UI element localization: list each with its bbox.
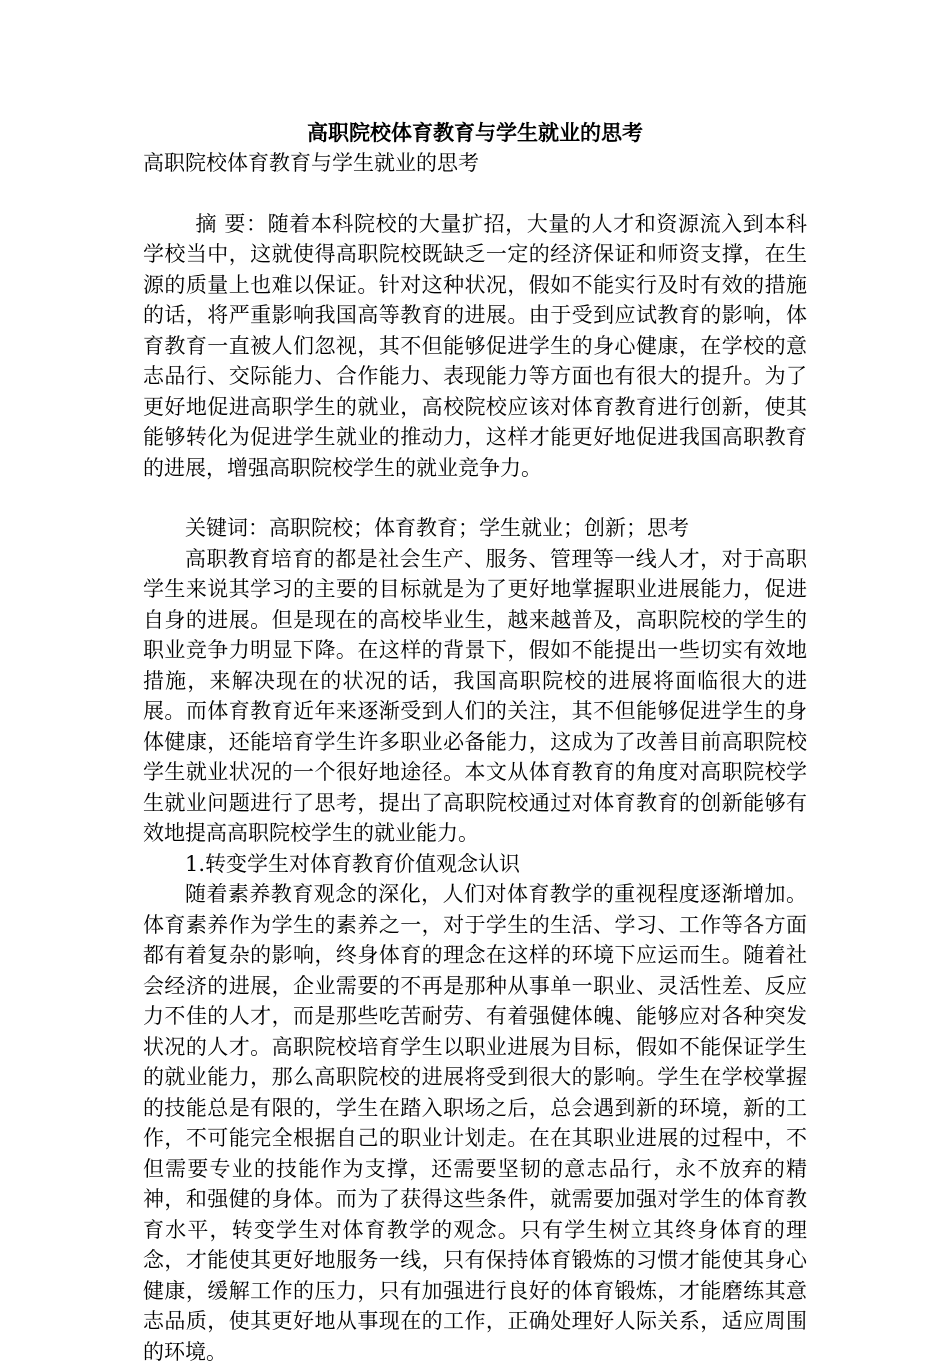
blank-line bbox=[143, 179, 807, 209]
document-page bbox=[143, 118, 807, 1367]
keywords-line: 关键词：高职院校；体育教育；学生就业；创新；思考 bbox=[185, 516, 689, 540]
abstract-paragraph: 摘 要：随着本科院校的大量扩招，大量的人才和资源流入到本科学校当中，这就使得高职院校既缺乏一定的经济保证和师资支撑，在生源的质量上也难以保证。针对这种状况，假如不能实行及时有效的措施的话，将严重影响我国高等教育的进展。由于受到应试教育的影响，体育教育一直被人们忽视，其不但能够促进学生的身心健康，在学校的意志品行、交际能力、合作能力、表现能力等方面也有很大的提升。为了更好地促进高职学生的就业，高校院校应该对体育教育进行创新，使其能够转化为促进学生就业的推动力，这样才能更好地促进我国高职教育的进展，增强高职院校学生的就业竞争力。 bbox=[143, 211, 807, 480]
intro-paragraph: 高职教育培育的都是社会生产、服务、管理等一线人才，对于高职学生来说其学习的主要的目标就是为了更好地掌握职业进展能力，促进自身的进展。但是现在的高校毕业生，越来越普及，高职院校的学生的职业竞争力明显下降。在这样的背景下，假如不能提出一些切实有效地措施，来解决现在的状况的话，我国高职院校的进展将面临很大的进展。而体育教育近年来逐渐受到人们的关注，其不但能够促进学生的身体健康，还能培育学生许多职业必备能力，这成为了改善目前高职院校学生就业状况的一个很好地途径。本文从体育教育的角度对高职院校学生就业问题进行了思考，提出了高职院校通过对体育教育的创新能够有效地提高高职院校学生的就业能力。 bbox=[143, 546, 807, 845]
blank-line bbox=[143, 483, 807, 513]
section-paragraph: 随着素养教育观念的深化，人们对体育教学的重视程度逐渐增加。体育素养作为学生的素养之一，对于学生的生活、学习、工作等各方面都有着复杂的影响，终身体育的理念在这样的环境下应运而生。随着社会经济的进展，企业需要的不再是那种从事单一职业、灵活性差、反应力不佳的人才，而是那些吃苦耐劳、有着强健体魄、能够应对各种突发状况的人才。高职院校培育学生以职业进展为目标，假如不能保证学生的就业能力，那么高职院校的进展将受到很大的影响。学生在学校掌握的技能总是有限的，学生在踏入职场之后，总会遇到新的环境，新的工作，不可能完全根据自己的职业计划走。在在其职业进展的过程中，不但需要专业的技能作为支撑，还需要坚韧的意志品行，永不放弃的精神，和强健的身体。而为了获得这些条件，就需要加强对学生的体育教育水平，转变学生对体育教学的观念。只有学生树立其终身体育的理念，才能使其更好地服务一线，只有保持体育锻炼的习惯才能使其身心健康，缓解工作的压力，只有加强进行良好的体育锻炼，才能磨练其意志品质，使其更好地从事现在的工作，正确处理好人际关系，适应周围的环境。 bbox=[143, 882, 807, 1364]
document-title: 高职院校体育教育与学生就业的思考 bbox=[307, 121, 643, 145]
document-subtitle: 高职院校体育教育与学生就业的思考 bbox=[143, 151, 479, 175]
section-heading: 1.转变学生对体育教育价值观念认识 bbox=[185, 851, 521, 876]
